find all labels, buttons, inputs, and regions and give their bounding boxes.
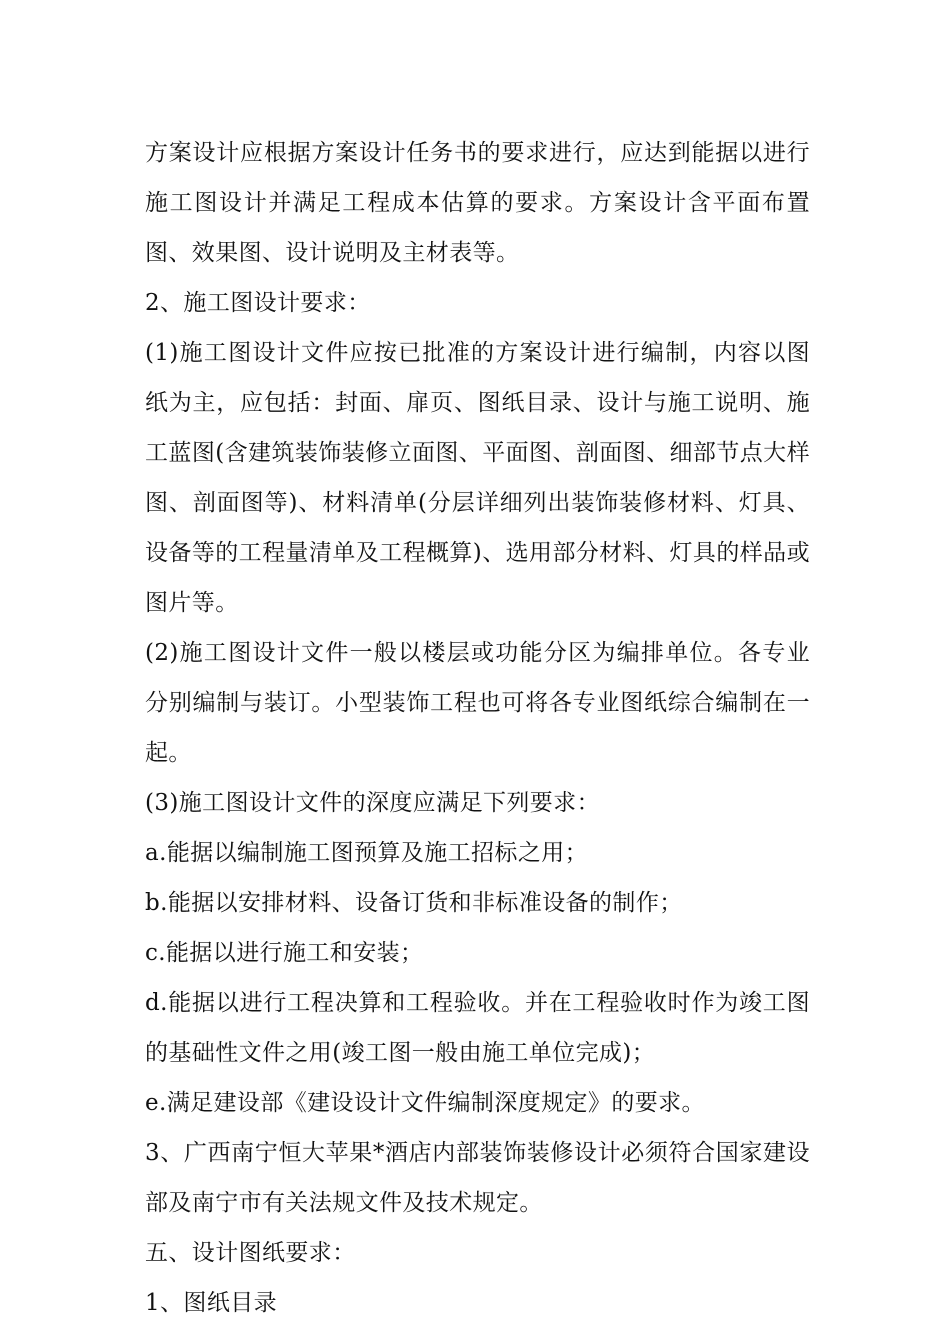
paragraph-regulations: 3、广西南宁恒大苹果*酒店内部装饰装修设计必须符合国家建设部及南宁市有关法规文件及技术规定。 <box>145 1140 810 1216</box>
heading-drawing-requirements: 五、设计图纸要求： <box>145 1240 356 1266</box>
list-item-e: e.满足建设部《建设设计文件编制深度规定》的要求。 <box>145 1090 705 1116</box>
list-item-b: b.能据以安排材料、设备订货和非标准设备的制作； <box>145 890 683 916</box>
paragraph-scheme-design: 方案设计应根据方案设计任务书的要求进行，应达到能据以进行施工图设计并满足工程成本估算的要求。方案设计含平面布置图、效果图、设计说明及主材表等。 <box>145 140 810 266</box>
paragraph-item-1: (1)施工图设计文件应按已批准的方案设计进行编制，内容以图纸为主，应包括：封面、扉页、图纸目录、设计与施工说明、施工蓝图(含建筑装饰装修立面图、平面图、剖面图、细部节点大样图、剖面图等)、材料清单(分层详细列出装饰装修材料、灯具、设备等的工程量清单及工程概算)、选用部分材料、灯具的样品或图片等。 <box>145 340 810 616</box>
paragraph-item-3: (3)施工图设计文件的深度应满足下列要求： <box>145 790 600 816</box>
heading-construction-drawing-requirements: 2、施工图设计要求： <box>145 290 371 316</box>
paragraph-item-2: (2)施工图设计文件一般以楼层或功能分区为编排单位。各专业分别编制与装订。小型装饰工程也可将各专业图纸综合编制在一起。 <box>145 640 810 766</box>
heading-drawing-index: 1、图纸目录 <box>145 1290 278 1316</box>
list-item-d: d.能据以进行工程决算和工程验收。并在工程验收时作为竣工图的基础性文件之用(竣工图一般由施工单位完成)； <box>145 990 810 1066</box>
document-body <box>145 128 810 1328</box>
list-item-c: c.能据以进行施工和安装； <box>145 940 424 966</box>
list-item-a: a.能据以编制施工图预算及施工招标之用； <box>145 840 589 866</box>
